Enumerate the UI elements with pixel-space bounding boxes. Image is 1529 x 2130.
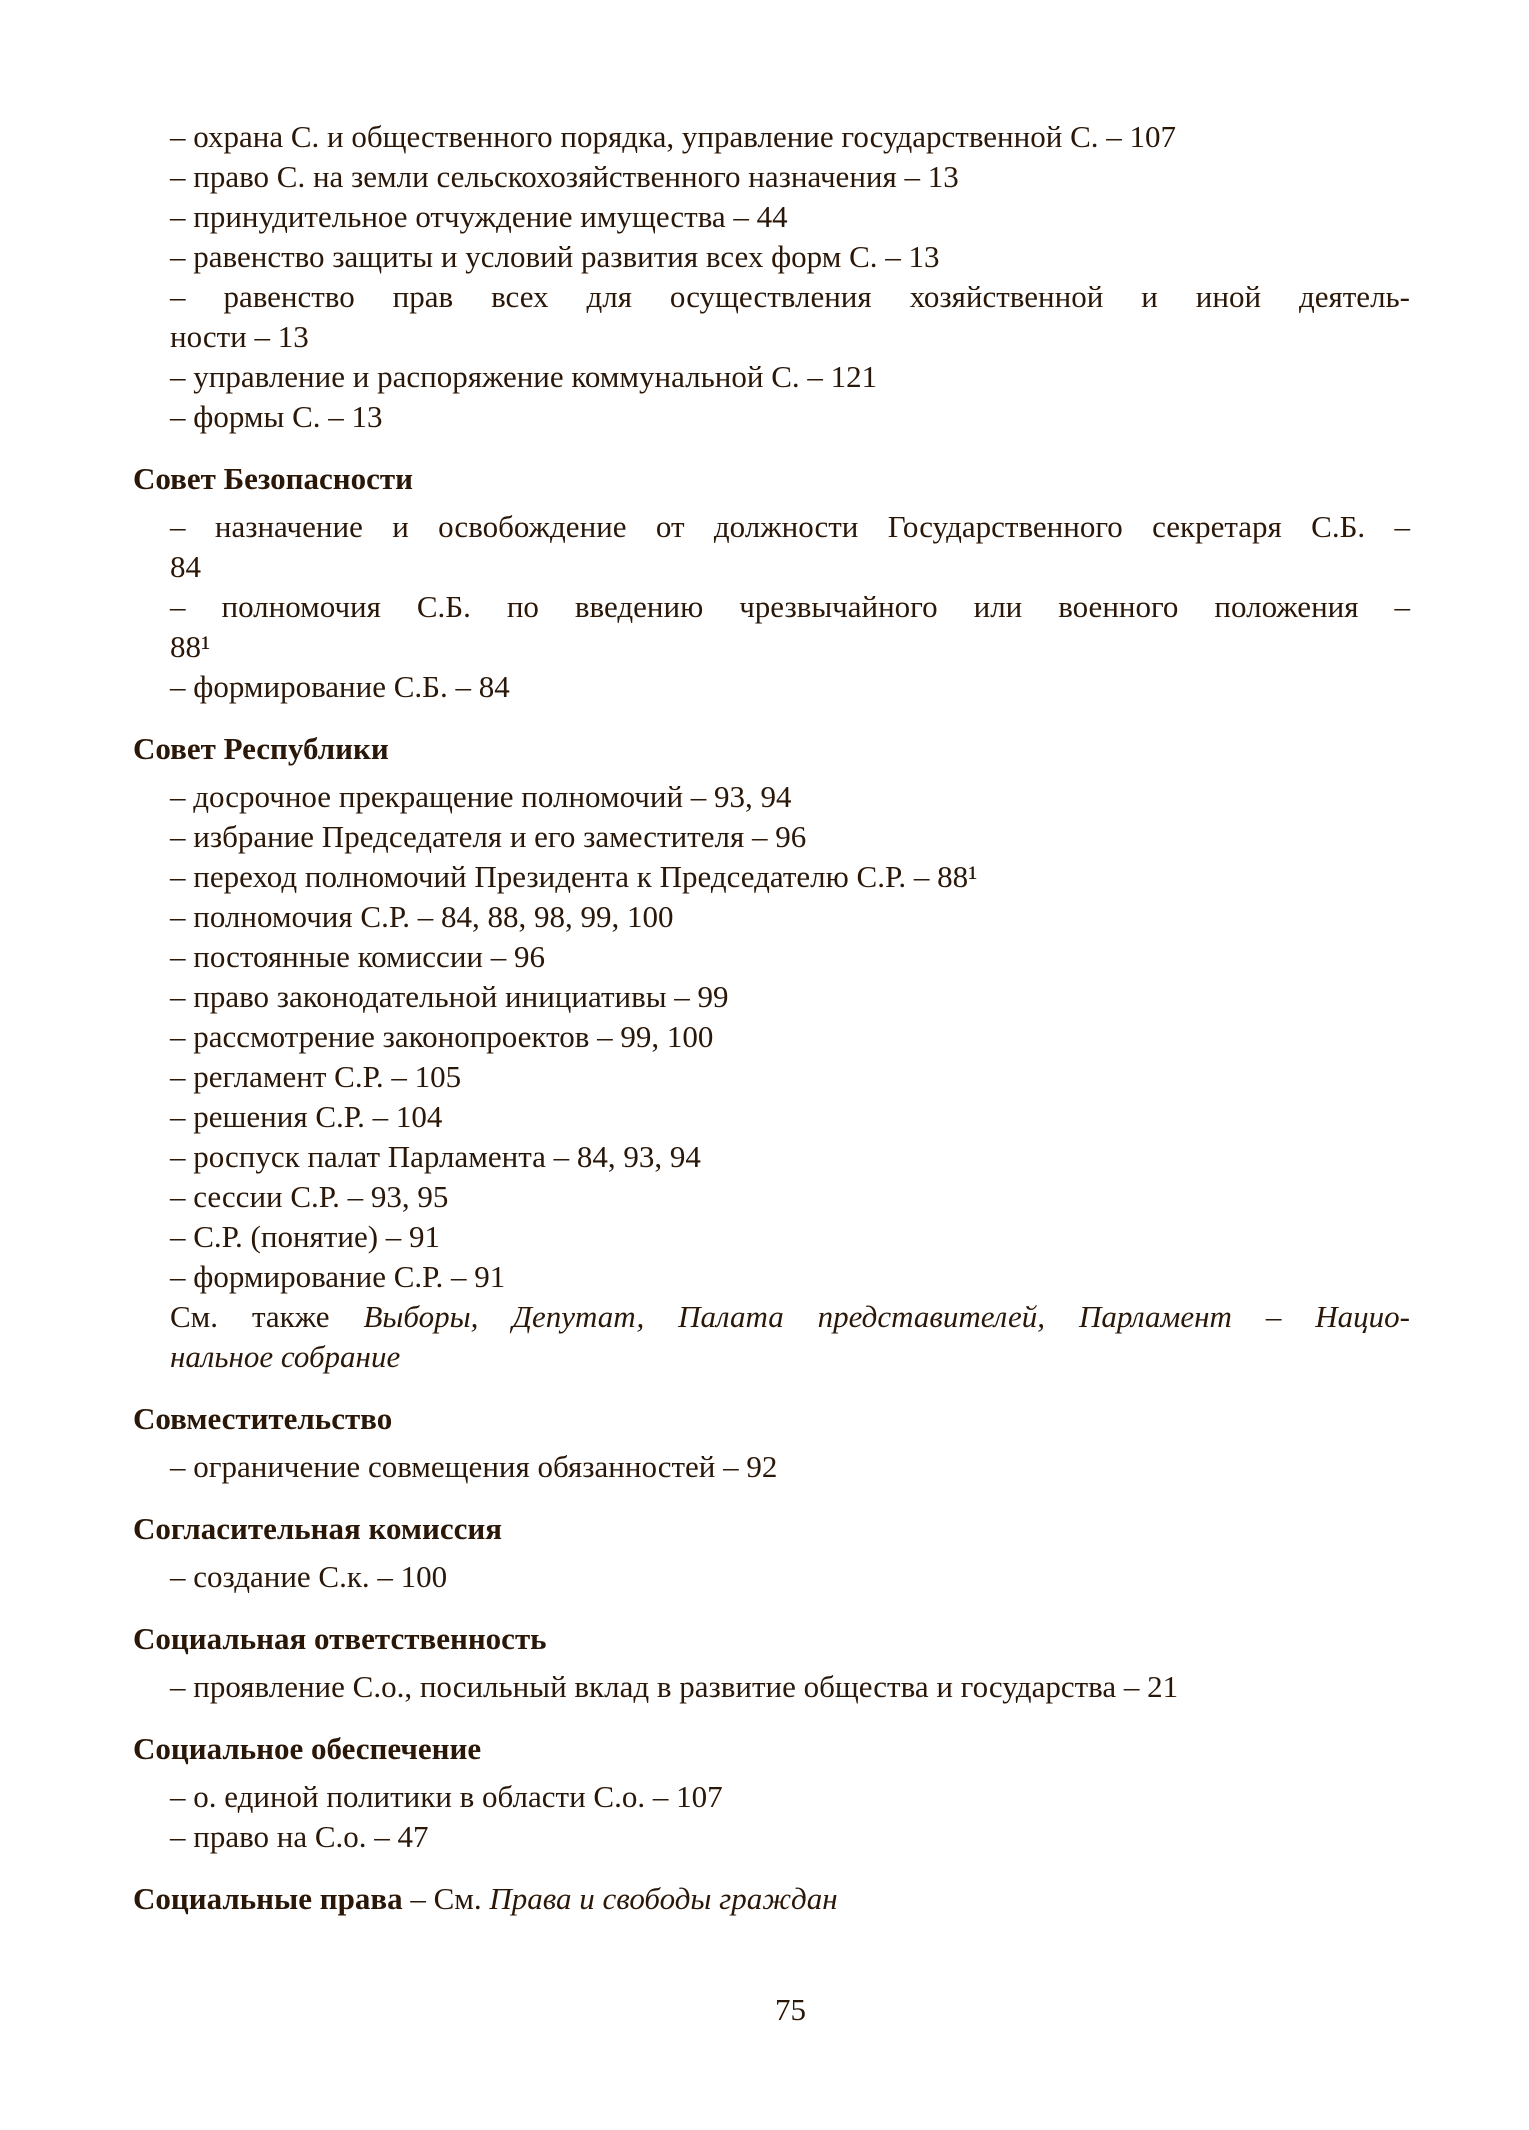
entry-line: – досрочное прекращение полномочий – 93, 94 xyxy=(170,779,792,814)
entry-line: – право законодательной инициативы – 99 xyxy=(170,979,729,1014)
entry-line: – полномочия С.Б. по введению чрезвычайного или военного положения – xyxy=(170,589,1410,624)
entry-line: – равенство прав всех для осуществления хозяйственной и иной деятель- xyxy=(170,279,1410,314)
entry-text: – См. xyxy=(402,1881,490,1916)
section-heading: Согласительная комиссия xyxy=(133,1511,503,1546)
entry-line xyxy=(133,1337,1410,1377)
entry-line: – формирование С.Р. – 91 xyxy=(170,1259,506,1294)
entry-line: – право С. на земли сельскохозяйственного назначения – 13 xyxy=(170,159,959,194)
entry-line: – регламент С.Р. – 105 xyxy=(170,1059,462,1094)
entry-text: Социальные права xyxy=(133,1881,403,1916)
index-section xyxy=(133,1619,1410,1707)
entry-line: – проявление С.о., посильный вклад в развитие общества и государства – 21 xyxy=(170,1669,1179,1704)
cross-reference-text: Выборы, Депутат, Палата представителей, Парламент – Нацио- xyxy=(363,1299,1410,1334)
section-heading: Совет Безопасности xyxy=(133,461,413,496)
cross-reference-text: нальное собрание xyxy=(170,1339,401,1374)
entry-line: – полномочия С.Р. – 84, 88, 98, 99, 100 xyxy=(170,899,674,934)
entry-line: – избрание Председателя и его заместителя – 96 xyxy=(170,819,807,854)
entry-line: – сессии С.Р. – 93, 95 xyxy=(170,1179,449,1214)
index-section xyxy=(133,729,1410,1377)
section-heading: Совместительство xyxy=(133,1401,393,1436)
index-section xyxy=(133,1399,1410,1487)
entry-line: – о. единой политики в области С.о. – 107 xyxy=(170,1779,723,1814)
entry-line: – назначение и освобождение от должности Государственного секретаря С.Б. – xyxy=(170,509,1410,544)
entry-line: – охрана С. и общественного порядка, управление государственной С. – 107 xyxy=(170,119,1177,154)
entry-line xyxy=(133,1297,1410,1337)
entry-line: – постоянные комиссии – 96 xyxy=(170,939,545,974)
entry-line: – ограничение совмещения обязанностей – 92 xyxy=(170,1449,778,1484)
cross-reference-text: Права и свободы граждан xyxy=(489,1881,838,1916)
entry-text: См. также xyxy=(170,1299,364,1334)
entry-line: – рассмотрение законопроектов – 99, 100 xyxy=(170,1019,714,1054)
entry-line: ности – 13 xyxy=(170,319,309,354)
entry-heading-line xyxy=(133,1879,1410,1919)
entry-line: – переход полномочий Президента к Председателю С.Р. – 88¹ xyxy=(170,859,978,894)
section-heading: Совет Республики xyxy=(133,731,389,766)
entry-line: 88¹ xyxy=(170,629,211,664)
entry-line: – создание С.к. – 100 xyxy=(170,1559,448,1594)
entry-line: – формы С. – 13 xyxy=(170,399,383,434)
index-section xyxy=(133,1509,1410,1597)
index-section xyxy=(133,1879,1410,1919)
entry-line: 84 xyxy=(170,549,201,584)
index-section xyxy=(133,459,1410,707)
entry-line: – принудительное отчуждение имущества – 44 xyxy=(170,199,788,234)
entry-line: – право на С.о. – 47 xyxy=(170,1819,429,1854)
entry-line: – решения С.Р. – 104 xyxy=(170,1099,443,1134)
index-content xyxy=(133,117,1410,1919)
page-number: 75 xyxy=(775,1992,806,2027)
entry-line: – равенство защиты и условий развития всех форм С. – 13 xyxy=(170,239,940,274)
index-section xyxy=(133,1729,1410,1857)
section-heading: Социальная ответственность xyxy=(133,1621,547,1656)
entry-line: – С.Р. (понятие) – 91 xyxy=(170,1219,441,1254)
index-section xyxy=(133,117,1410,437)
entry-line: – формирование С.Б. – 84 xyxy=(170,669,510,704)
section-heading: Социальное обеспечение xyxy=(133,1731,482,1766)
entry-line: – роспуск палат Парламента – 84, 93, 94 xyxy=(170,1139,701,1174)
entry-line: – управление и распоряжение коммунальной С. – 121 xyxy=(170,359,878,394)
